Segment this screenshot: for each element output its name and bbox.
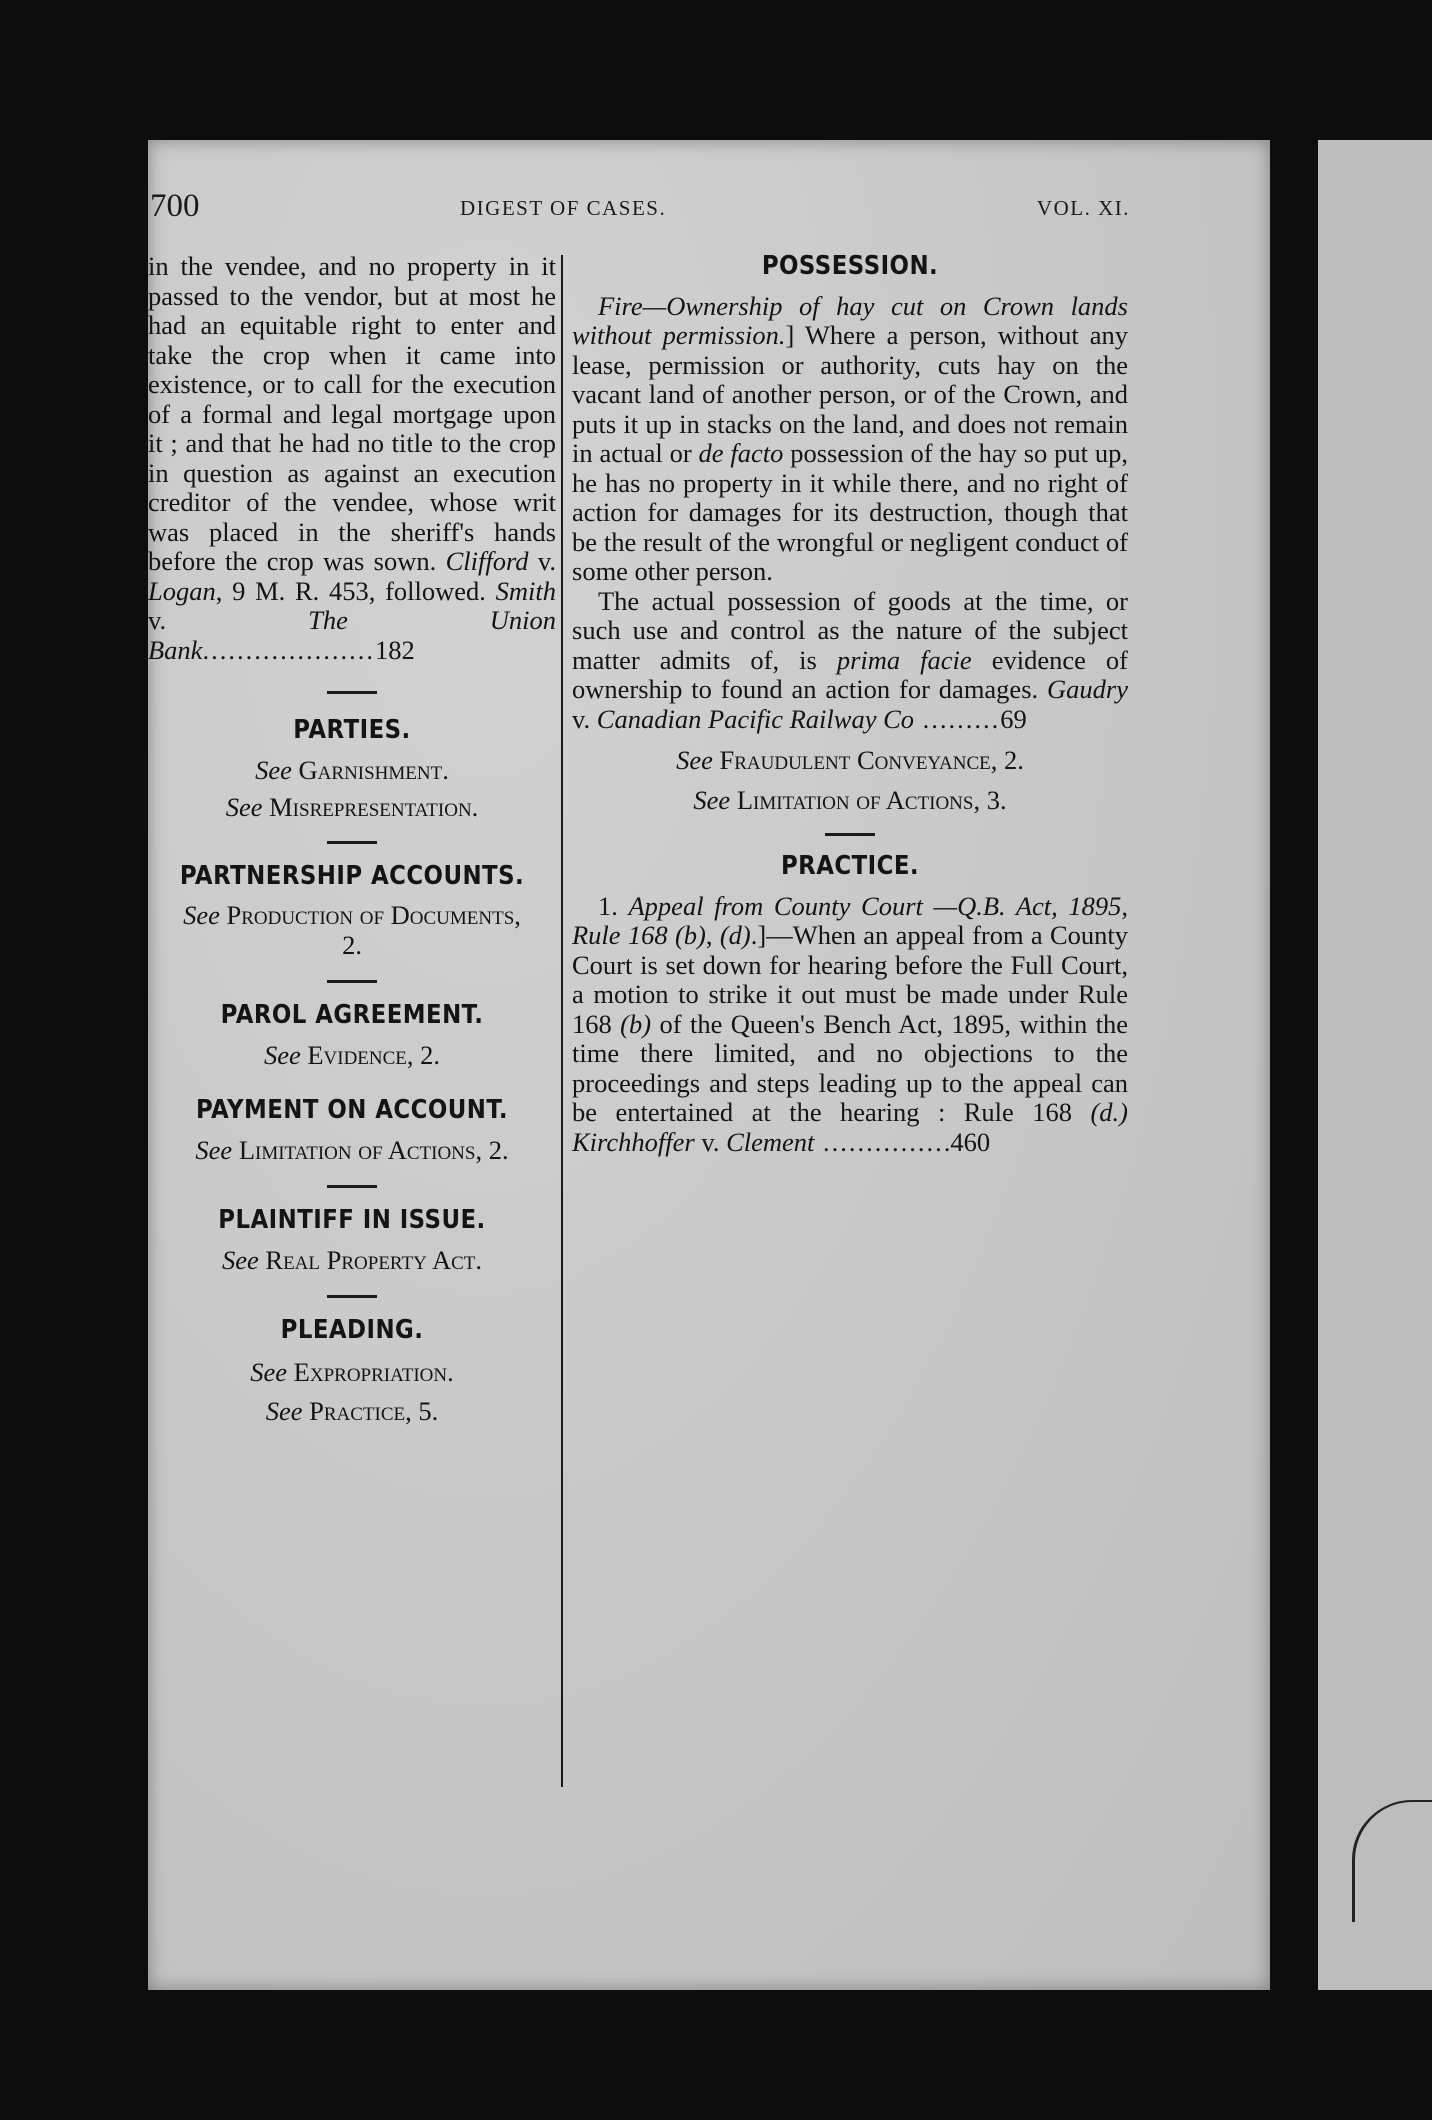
- volume-label: VOL. XI.: [1036, 196, 1130, 220]
- continuation-paragraph: in the vendee, and no property in it passed to the vendor, but at most he had an equitable right to enter and take the crop when it came into existence, or to call for the execution of a formal and legal mortgage upon it ; and that he had no title to the crop in question as against an execution creditor of the vendee, whose writ was placed in the sheriff's hands before the crop was sown. Clifford v. Logan, 9 M. R. 453, followed. Smith v. The Union Bank....................182: [148, 251, 557, 665]
- heading-parties: PARTIES.: [293, 715, 411, 745]
- adjacent-page-edge: [1318, 140, 1432, 1990]
- heading-practice: PRACTICE.: [780, 851, 920, 881]
- heading-plaintiff-in-issue: PLAINTIFF IN ISSUE.: [218, 1205, 486, 1235]
- page-header: [150, 188, 1130, 228]
- cross-reference: See Real Property Act.: [221, 1244, 482, 1275]
- possession-paragraph-2: The actual possession of goods at the time, or such use and control as the nature of the subject matter admits of, is prima facie evidence of ownership to found an action for damages. Gaudry v. Canadian Pacific Railway Co .........69: [572, 585, 1128, 734]
- cross-reference: See Limitation of Actions, 3.: [693, 784, 1007, 815]
- heading-parol-agreement: PAROL AGREEMENT.: [220, 1000, 484, 1030]
- left-column: [148, 252, 556, 1427]
- cross-reference: See Practice, 5.: [265, 1396, 439, 1426]
- column-divider: [561, 255, 563, 1787]
- cross-reference: See Evidence, 2.: [263, 1039, 441, 1070]
- heading-pleading: PLEADING.: [280, 1315, 424, 1345]
- cross-reference: See Expropriation.: [250, 1356, 454, 1387]
- section-rule: [327, 841, 377, 844]
- cross-reference: See Limitation of Actions, 2.: [195, 1134, 509, 1165]
- cross-reference: See Misrepresentation.: [225, 792, 479, 822]
- section-rule: [327, 1295, 377, 1298]
- cross-reference: See Production of Documents, 2.: [183, 900, 521, 960]
- cross-reference: See Fraudulent Conveyance, 2.: [676, 745, 1024, 775]
- section-rule: [327, 691, 377, 694]
- section-rule: [327, 980, 377, 983]
- possession-paragraph-1: Fire—Ownership of hay cut on Crown lands without permission.] Where a person, without any lease, permission or authority, cuts hay on the vacant land of another person, or of the Crown, and puts it up in stacks on the land, and does not remain in actual or de facto possession of the hay so put up, he has no property in it while there, and no right of action for damages for its destruction, though that be the result of the wrongful or negligent conduct of some other person.: [572, 290, 1129, 586]
- running-title: DIGEST OF CASES.: [460, 196, 667, 220]
- heading-partnership-accounts: PARTNERSHIP ACCOUNTS.: [179, 860, 525, 891]
- cross-reference: See Garnishment.: [255, 754, 449, 785]
- page-number: 700: [150, 188, 200, 224]
- section-rule: [825, 833, 875, 836]
- practice-paragraph-1: 1. Appeal from County Court —Q.B. Act, 1895, Rule 168 (b), (d).]—When an appeal from a County Court is set down for hearing before the Full Court, a motion to strike it out must be made under Rule 168 (b) of the Queen's Bench Act, 1895, within the time there limited, and no objections to the proceedings and steps leading up to the appeal can be entertained at the hearing : Rule 168 (d.) Kirchhoffer v. Clement ...............460: [572, 890, 1129, 1157]
- heading-possession: POSSESSION.: [761, 251, 939, 281]
- right-column: [572, 252, 1128, 1157]
- section-rule: [327, 1185, 377, 1188]
- heading-payment-on-account: PAYMENT ON ACCOUNT.: [195, 1095, 509, 1125]
